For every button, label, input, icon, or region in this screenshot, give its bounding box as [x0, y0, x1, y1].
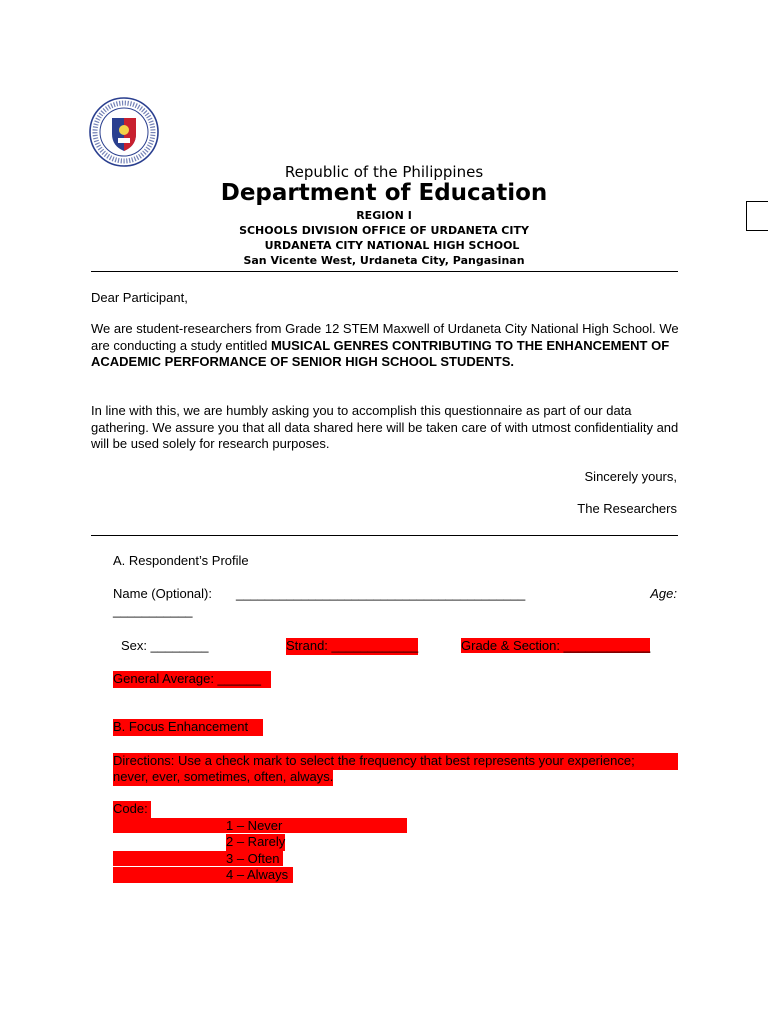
deped-seal-icon	[88, 96, 160, 168]
code-item-3: 3 – Often	[226, 851, 280, 866]
intro-paragraph	[91, 321, 691, 371]
school-line: URDANETA CITY NATIONAL HIGH SCHOOL	[264, 239, 520, 252]
republic-line: Republic of the Philippines	[284, 163, 484, 181]
code-item-4: 4 – Always	[226, 867, 289, 882]
code-item-1: 1 – Never	[226, 818, 283, 833]
age-label: Age:	[650, 586, 677, 601]
signature: The Researchers	[577, 501, 677, 516]
header-divider	[91, 271, 678, 272]
salutation: Dear Participant,	[91, 290, 188, 305]
grade-section-field[interactable]	[461, 638, 650, 655]
division-line: SCHOOLS DIVISION OFFICE OF URDANETA CITY	[239, 224, 529, 237]
strand-field[interactable]: Strand: ____________	[286, 638, 419, 653]
study-title: MUSICAL GENRES CONTRIBUTING TO THE ENHANCEMENT OF ACADEMIC PERFORMANCE OF SENIOR HIGH SCHOOL STUDENTS.	[91, 337, 670, 369]
code-label: Code:	[113, 801, 151, 818]
sex-field[interactable]: Sex: ________	[121, 638, 209, 653]
intro-text: We are student-researchers from Grade 12 STEM Maxwell of Urdaneta City National High School. We are conducting a study entitled	[91, 321, 679, 353]
closing: Sincerely yours,	[584, 469, 677, 484]
age-field[interactable]: ___________	[113, 603, 193, 618]
letter-divider	[91, 535, 678, 536]
directions-line-2: never, ever, sometimes, often, always.	[113, 769, 334, 784]
request-paragraph: In line with this, we are humbly asking you to accomplish this questionnaire as part of our data gathering. We assure you that all data shared here will be taken care of with utmost confidentiality and will be used solely for research purposes.	[91, 403, 679, 451]
general-average-field[interactable]: General Average: ______	[113, 671, 271, 688]
name-field[interactable]: ________________________________________	[236, 586, 526, 601]
name-label: Name (Optional):	[113, 586, 212, 601]
directions-line-1: Directions: Use a check mark to select the frequency that best represents your experience;	[113, 753, 678, 770]
department-title: Department of Education	[220, 180, 548, 206]
region-line: REGION I	[356, 209, 412, 222]
code-item-2: 2 – Rarely	[226, 834, 286, 849]
focus-section-label: B. Focus Enhancement	[113, 719, 263, 736]
address-line: San Vicente West, Urdaneta City, Pangasinan	[243, 254, 525, 267]
grade-section-text: Grade & Section: ____________	[461, 638, 651, 653]
profile-section-label: A. Respondent’s Profile	[113, 553, 249, 568]
